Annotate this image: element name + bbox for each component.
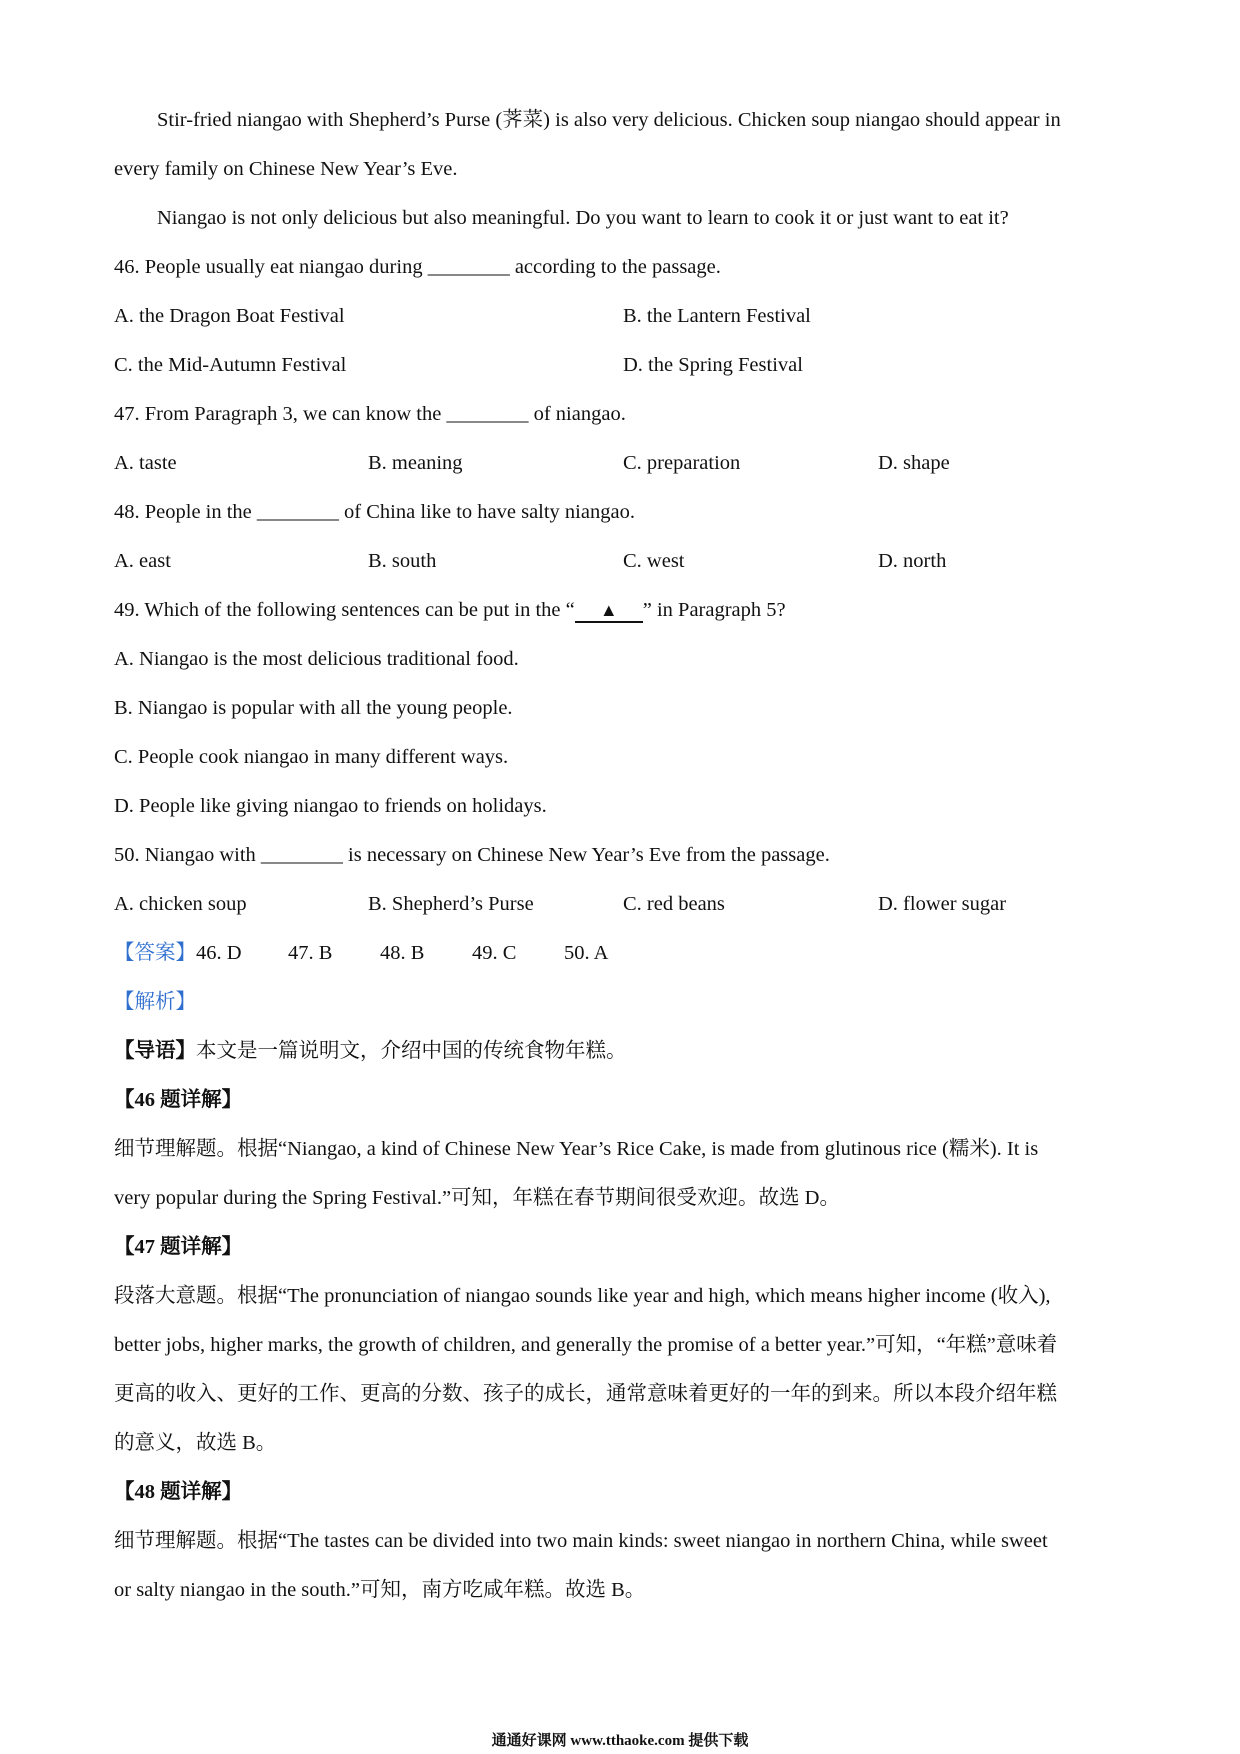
intro-text: 本文是一篇说明文，介绍中国的传统食物年糕。 xyxy=(196,1040,627,1062)
option-d: D. shape xyxy=(878,452,950,474)
detail-47-line: 段落大意题。根据“The pronunciation of niangao sounds like year and high, which means higher income (收入), xyxy=(114,1285,1051,1307)
question-49-stem-before: 49. Which of the following sentences can be put in the “ xyxy=(114,599,575,621)
option-b: B. the Lantern Festival xyxy=(623,305,811,327)
question-50-stem: 50. Niangao with ________ is necessary on Chinese New Year’s Eve from the passage. xyxy=(114,844,830,866)
answer-item: 49. C xyxy=(472,942,517,964)
intro-label: 【导语】 xyxy=(114,1040,196,1062)
question-49-stem xyxy=(114,586,1130,635)
option-a: A. Niangao is the most delicious traditional food. xyxy=(114,648,519,670)
detail-46-title: 【46 题详解】 xyxy=(114,1089,243,1111)
document-page xyxy=(114,96,1130,1615)
option-c: C. the Mid-Autumn Festival xyxy=(114,354,347,376)
detail-46-line: 细节理解题。根据“Niangao, a kind of Chinese New Year’s Rice Cake, is made from glutinous rice (糯米). It is xyxy=(114,1138,1039,1160)
answer-item: 46. D xyxy=(196,942,242,964)
detail-48-line: 细节理解题。根据“The tastes can be divided into two main kinds: sweet niangao in northern China, while sweet xyxy=(114,1530,1048,1552)
question-50-options xyxy=(114,880,1130,929)
passage-line: Niangao is not only delicious but also meaningful. Do you want to learn to cook it or just want to eat it? xyxy=(157,207,1009,229)
question-47-stem: 47. From Paragraph 3, we can know the ________ of niangao. xyxy=(114,403,626,425)
question-46-options xyxy=(114,292,1130,390)
detail-48-line: or salty niangao in the south.”可知，南方吃咸年糕。故选 B。 xyxy=(114,1579,646,1601)
option-b: B. Niangao is popular with all the young people. xyxy=(114,697,513,719)
detail-47-line: 的意义，故选 B。 xyxy=(114,1432,277,1454)
question-49-stem-after: ” in Paragraph 5? xyxy=(642,599,786,621)
question-48-options xyxy=(114,537,1130,586)
passage-line: every family on Chinese New Year’s Eve. xyxy=(114,158,458,180)
option-a: A. taste xyxy=(114,452,177,474)
answer-item: 47. B xyxy=(288,942,333,964)
option-d: D. flower sugar xyxy=(878,893,1007,915)
option-b: B. Shepherd’s Purse xyxy=(368,893,534,915)
passage-line: Stir-fried niangao with Shepherd’s Purse (荠菜) is also very delicious. Chicken soup niangao should appear in xyxy=(157,109,1061,131)
intro-line xyxy=(114,1027,1130,1076)
option-b: B. south xyxy=(368,550,437,572)
triangle-blank-icon: ▲ xyxy=(575,599,643,623)
option-a: A. the Dragon Boat Festival xyxy=(114,305,345,327)
option-c: C. preparation xyxy=(623,452,741,474)
detail-48-title: 【48 题详解】 xyxy=(114,1481,243,1503)
option-a: A. chicken soup xyxy=(114,893,247,915)
detail-47-title: 【47 题详解】 xyxy=(114,1236,243,1258)
option-c: C. red beans xyxy=(623,893,725,915)
question-48-stem: 48. People in the ________ of China like to have salty niangao. xyxy=(114,501,635,523)
answer-item: 50. A xyxy=(564,942,609,964)
answer-label: 【答案】 xyxy=(114,942,196,964)
detail-47-line: better jobs, higher marks, the growth of children, and generally the promise of a better year.”可知，“年糕”意味着 xyxy=(114,1334,1058,1356)
option-d: D. the Spring Festival xyxy=(623,354,803,376)
option-d: D. People like giving niangao to friends on holidays. xyxy=(114,795,547,817)
option-d: D. north xyxy=(878,550,947,572)
detail-47-line: 更高的收入、更好的工作、更高的分数、孩子的成长，通常意味着更好的一年的到来。所以本段介绍年糕 xyxy=(114,1383,1057,1405)
question-46-stem: 46. People usually eat niangao during ________ according to the passage. xyxy=(114,256,721,278)
answer-line xyxy=(114,929,1130,978)
answer-item: 48. B xyxy=(380,942,425,964)
option-a: A. east xyxy=(114,550,171,572)
question-47-options xyxy=(114,439,1130,488)
analysis-label: 【解析】 xyxy=(114,991,196,1013)
option-b: B. meaning xyxy=(368,452,463,474)
option-c: C. west xyxy=(623,550,685,572)
detail-46-line: very popular during the Spring Festival.”可知，年糕在春节期间很受欢迎。故选 D。 xyxy=(114,1187,840,1209)
option-c: C. People cook niangao in many different ways. xyxy=(114,746,509,768)
page-footer: 通通好课网 www.tthaoke.com 提供下载 xyxy=(491,1733,749,1749)
